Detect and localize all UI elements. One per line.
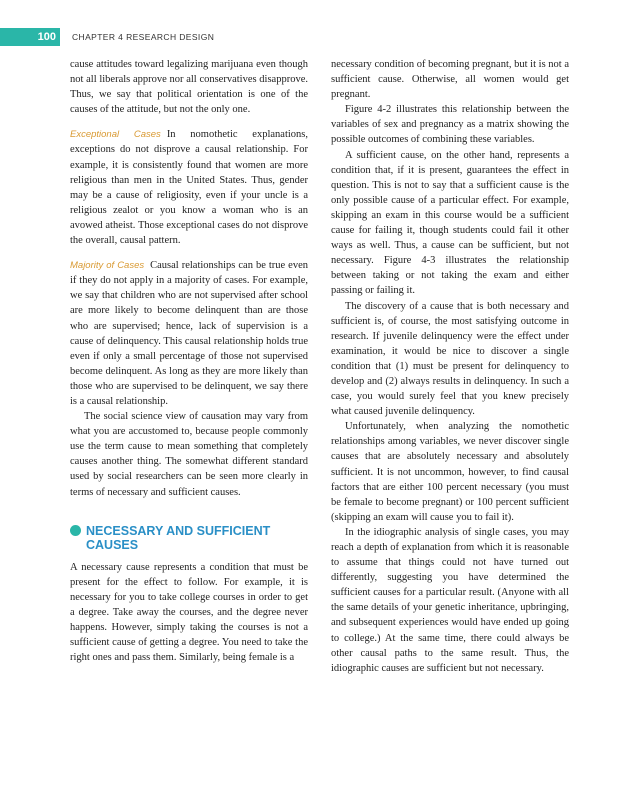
paragraph: The social science view of causation may vary from what you are accustomed to, because people commonly use the term cause to mean something that completely causes another thing. The somewhat different standard used by social researchers can be seen more clearly in terms of necessary and sufficient causes. xyxy=(70,411,308,498)
paragraph: cause attitudes toward legalizing marijuana even though not all liberals approve nor all conservatives disapprove. Thus, we say that political orientation is one of the causes of the attitude, but not the only one. xyxy=(70,59,308,116)
paragraph-majority-of-cases xyxy=(70,258,308,409)
run-in-heading-exceptional-cases: Exceptional Cases xyxy=(70,129,161,141)
paragraph: The discovery of a cause that is both necessary and sufficient is, of course, the most satisfying outcome in research. If juvenile delinquency were the effect under examination, it would be nice to discover a single condition that (1) must be present for delinquency to develop and (2) always results in delinquency. In such a case, you would surely feel that you knew precisely what caused juvenile delinquency. xyxy=(331,300,569,418)
paragraph-exceptional-cases xyxy=(70,127,308,248)
right-column xyxy=(331,57,569,676)
section-heading-line: CAUSES xyxy=(86,537,139,552)
paragraph: Figure 4-2 illustrates this relationship between the variables of sex and pregnancy as a matrix showing the possible outcomes of combining these variables. xyxy=(331,104,569,146)
paragraph-text: Causal relationships can be true even if they do not apply in a majority of cases. For example, we say that children who are not supervised after school are more likely to become delinquent than are those who are supervised; hence, lack of supervision is a cause of delinquency. This causal relationship holds true even if only a small percentage of those not supervised become delinquent. As long as they are more likely than those who are supervised to be delinquent, we say there is a causal relationship. xyxy=(70,260,308,407)
page-header xyxy=(0,28,214,46)
paragraph: A sufficient cause, on the other hand, represents a condition that, if it is present, guarantees the effect in question. This is not to say that a sufficient cause is the only possible cause of a particular effect. For example, skipping an exam in this course would be a sufficient cause for failing it, though students could fail it other ways as well. Thus, a cause can be sufficient, but not necessary. Figure 4-3 illustrates the relationship between taking or not taking the exam and either passing or failing it. xyxy=(331,149,569,297)
run-in-heading-majority-of-cases: Majority of Cases xyxy=(70,260,145,272)
paragraph: necessary condition of becoming pregnant, but it is not a sufficient cause. Otherwise, all women would get pregnant. xyxy=(331,59,569,101)
chapter-title: CHAPTER 4 RESEARCH DESIGN xyxy=(72,32,215,42)
section-heading-line: NECESSARY AND SUFFICIENT xyxy=(86,523,271,538)
paragraph: In the idiographic analysis of single cases, you may reach a depth of explanation from which it is reasonable to assume that things could not have turned out differently, suggesting you have determined the sufficient causes for a particular result. (Anyone with all the same details of your genetic inheritance, upbringing, and subsequent experiences would have ended up going to college.) At the same time, there could always be other causal paths to the same result. Thus, the idiographic causes are sufficient but not necessary. xyxy=(331,526,569,674)
left-column xyxy=(70,57,308,665)
section-heading xyxy=(70,524,308,552)
section-bullet-icon xyxy=(70,525,81,536)
page-number: 100 xyxy=(0,28,60,46)
paragraph: Unfortunately, when analyzing the nomothetic relationships among variables, we never discover single causes that are absolutely necessary and absolutely sufficient. It is not uncommon, however, to find causal factors that are either 100 percent necessary (you must be female to become pregnant) or 100 percent sufficient (skipping an exam will cause you to fail it). xyxy=(331,421,569,523)
paragraph: A necessary cause represents a condition that must be present for the effect to follow. For example, it is necessary for you to take college courses in order to get a degree. Take away the courses, and the degree never happens. However, simply taking the courses is not a sufficient cause of getting a degree. You need to take the right ones and pass them. Similarly, being female is a xyxy=(70,561,308,664)
paragraph-text: In nomothetic explanations, exceptions do not disprove a causal relationship. For example, it is consistently found that women are more religious than men in the United States. Thus, gender may be a cause of religiosity, even if your uncle is a religious zealot or you know a woman who is an avowed atheist. Those exceptional cases do not disprove the overall, causal pattern. xyxy=(70,129,308,247)
